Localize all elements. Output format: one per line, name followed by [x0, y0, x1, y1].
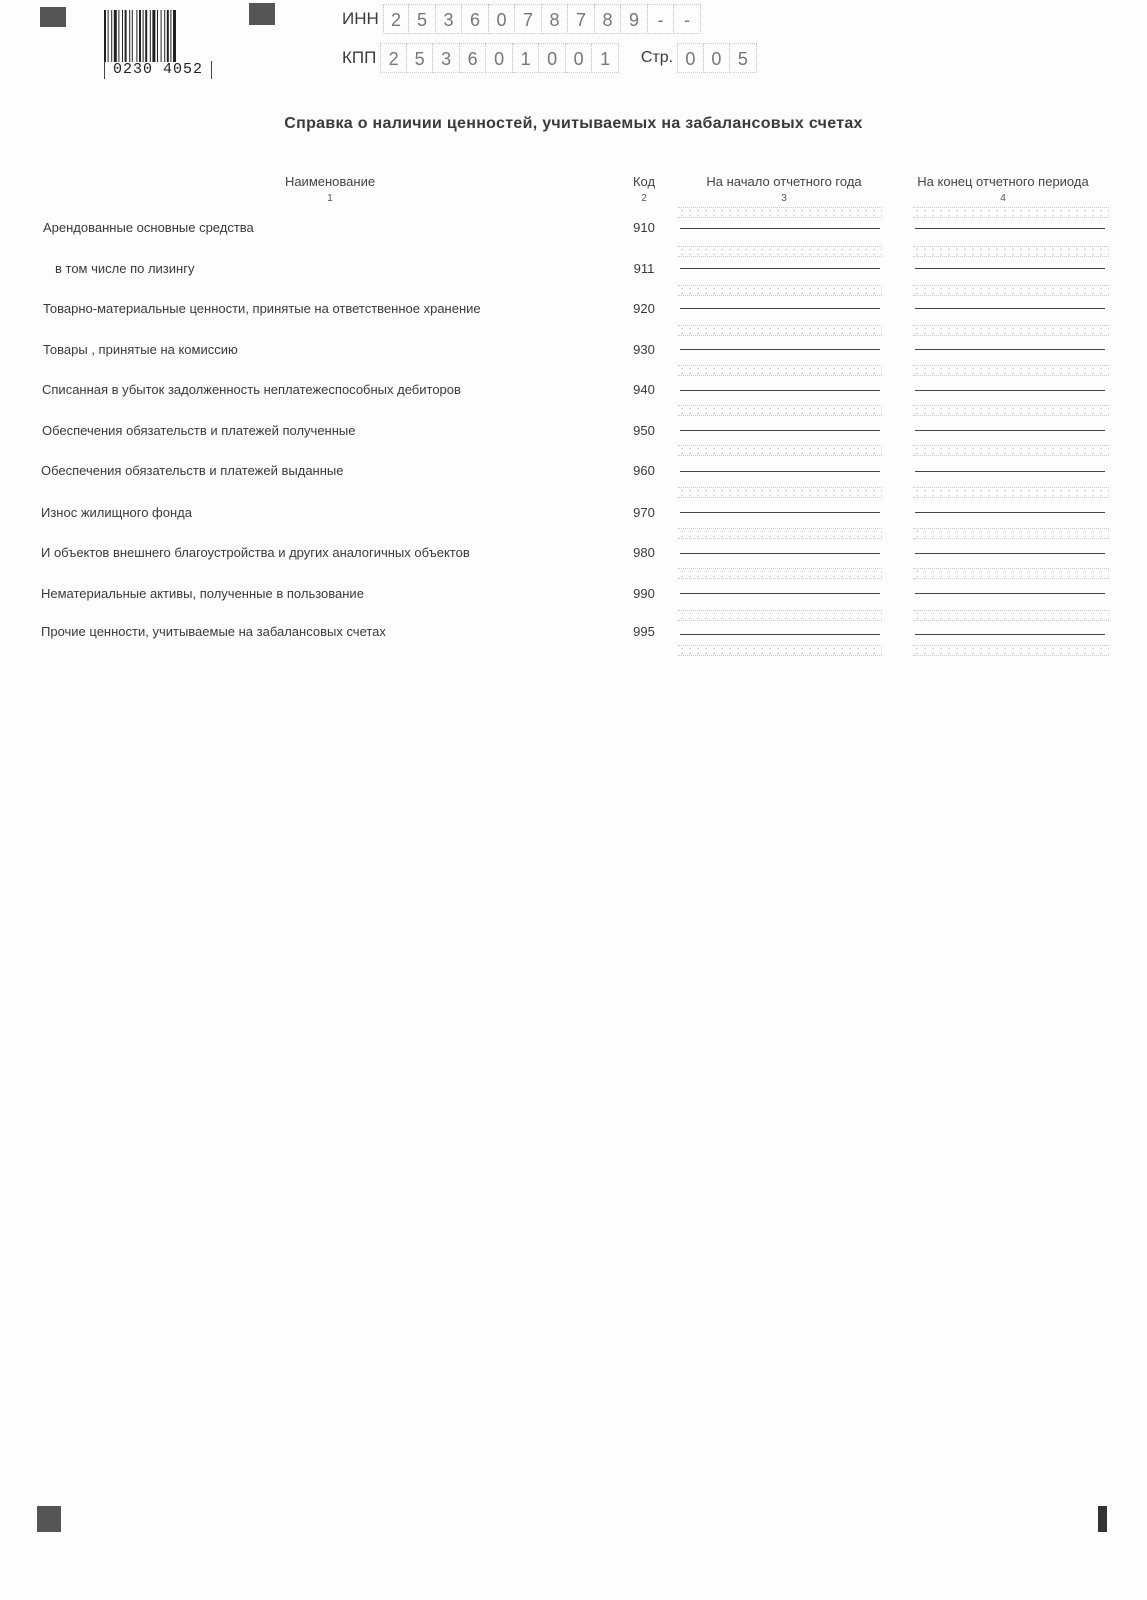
value-field-end[interactable] — [915, 634, 1105, 635]
form-title: Справка о наличии ценностей, учитываемых на забалансовых счетах — [284, 115, 863, 132]
value-field-start[interactable] — [680, 268, 880, 269]
row-name: И объектов внешнего благоустройства и других аналогичных объектов — [41, 545, 470, 560]
kpp-label: КПП — [342, 48, 377, 67]
dotted-entry-grid — [678, 528, 882, 539]
inn-cell: 2 — [383, 4, 410, 34]
column-header-start — [676, 174, 892, 204]
row-name: Товарно-материальные ценности, принятые на ответственное хранение — [43, 301, 481, 316]
barcode-bar — [139, 10, 141, 62]
row-code: 960 — [633, 463, 655, 478]
inn-cell: 0 — [489, 4, 516, 34]
inn-cell: 7 — [568, 4, 595, 34]
value-field-end[interactable] — [915, 268, 1105, 269]
inn-row — [342, 4, 701, 34]
column-header-name-label: Наименование — [284, 174, 376, 189]
value-field-end[interactable] — [915, 471, 1105, 472]
dotted-entry-grid — [913, 610, 1109, 621]
dotted-entry-grid — [913, 325, 1109, 336]
inn-cell: 7 — [515, 4, 542, 34]
row-code: 920 — [633, 301, 655, 316]
kpp-cells — [380, 43, 619, 73]
barcode-bar — [161, 10, 162, 62]
row-name: Обеспечения обязательств и платежей полученные — [42, 423, 356, 438]
column-header-end-num: 4 — [1000, 193, 1006, 204]
barcode-bar — [129, 10, 130, 62]
barcode-bar — [108, 10, 109, 62]
barcode-bar — [114, 10, 117, 62]
row-name: Списанная в убыток задолженность неплатежеспособных дебиторов — [42, 382, 461, 397]
value-field-start[interactable] — [680, 349, 880, 350]
dotted-entry-grid — [678, 610, 882, 621]
column-header-name-num: 1 — [327, 193, 333, 204]
barcode-bar — [170, 10, 171, 62]
kpp-cell: 0 — [566, 43, 593, 73]
kpp-cell: 6 — [460, 43, 487, 73]
barcode-bar — [132, 10, 133, 62]
registration-marker-top-left — [40, 7, 66, 27]
value-field-end[interactable] — [915, 593, 1105, 594]
value-field-end[interactable] — [915, 512, 1105, 513]
column-header-code-num: 2 — [641, 193, 647, 204]
value-field-start[interactable] — [680, 471, 880, 472]
barcode-bar — [104, 10, 106, 62]
barcode-bar — [145, 10, 147, 62]
value-field-start[interactable] — [680, 593, 880, 594]
kpp-cell: 0 — [486, 43, 513, 73]
value-field-end[interactable] — [915, 553, 1105, 554]
inn-label: ИНН — [342, 9, 379, 28]
row-code: 980 — [633, 545, 655, 560]
kpp-cell: 0 — [539, 43, 566, 73]
inn-cell: - — [674, 4, 701, 34]
dotted-entry-grid — [678, 365, 882, 376]
kpp-cell: 1 — [592, 43, 619, 73]
kpp-cell: 1 — [513, 43, 540, 73]
value-field-start[interactable] — [680, 390, 880, 391]
inn-cell: 6 — [462, 4, 489, 34]
dotted-entry-grid — [678, 285, 882, 296]
row-code: 970 — [633, 505, 655, 520]
barcode-bar — [167, 10, 169, 62]
inn-cell: 5 — [409, 4, 436, 34]
row-name: Товары , принятые на комиссию — [43, 342, 238, 357]
dotted-entry-grid — [913, 365, 1109, 376]
dotted-entry-grid — [678, 445, 882, 456]
barcode-bar — [118, 10, 119, 62]
column-header-code — [619, 174, 669, 204]
column-header-start-label: На начало отчетного года — [706, 174, 862, 189]
dotted-entry-grid — [678, 405, 882, 416]
kpp-cell: 2 — [380, 43, 407, 73]
row-code: 930 — [633, 342, 655, 357]
dotted-entry-grid — [678, 645, 882, 656]
dotted-entry-grid — [913, 207, 1109, 218]
barcode-bars — [104, 10, 212, 62]
column-header-code-label: Код — [632, 174, 656, 189]
registration-marker-bottom-right — [1098, 1506, 1107, 1532]
kpp-cell: 5 — [407, 43, 434, 73]
barcode-bar — [152, 10, 155, 62]
barcode-bar — [157, 10, 158, 62]
registration-marker-bottom-left — [37, 1506, 61, 1532]
row-name: Износ жилищного фонда — [41, 505, 192, 520]
row-code: 995 — [633, 624, 655, 639]
barcode-bar — [150, 10, 151, 62]
row-code: 950 — [633, 423, 655, 438]
barcode-bar — [173, 10, 176, 62]
page-cell: 0 — [704, 43, 731, 73]
value-field-start[interactable] — [680, 308, 880, 309]
dotted-entry-grid — [678, 487, 882, 498]
inn-cell: 9 — [621, 4, 648, 34]
value-field-end[interactable] — [915, 349, 1105, 350]
row-code: 911 — [633, 261, 655, 276]
inn-cells — [383, 4, 701, 34]
dotted-entry-grid — [913, 645, 1109, 656]
dotted-entry-grid — [913, 487, 1109, 498]
inn-cell: 8 — [595, 4, 622, 34]
page-cells — [677, 43, 757, 73]
row-name: Прочие ценности, учитываемые на забалансовых счетах — [41, 624, 386, 639]
barcode-bar — [143, 10, 144, 62]
value-field-start[interactable] — [680, 228, 880, 229]
dotted-entry-grid — [913, 246, 1109, 257]
dotted-entry-grid — [678, 207, 882, 218]
dotted-entry-grid — [678, 325, 882, 336]
value-field-end[interactable] — [915, 228, 1105, 229]
dotted-entry-grid — [678, 246, 882, 257]
inn-cell: - — [648, 4, 675, 34]
value-field-end[interactable] — [915, 430, 1105, 431]
barcode-bar — [136, 10, 137, 62]
row-name: Обеспечения обязательств и платежей выданные — [41, 463, 344, 478]
value-field-start[interactable] — [680, 430, 880, 431]
dotted-entry-grid — [678, 568, 882, 579]
registration-marker-top-center — [249, 3, 275, 25]
barcode-number: 0230 4052 — [104, 61, 212, 79]
column-header-end-label: На конец отчетного периода — [917, 174, 1089, 189]
row-code: 990 — [633, 586, 655, 601]
page-label: Стр. — [640, 49, 674, 66]
row-name: Нематериальные активы, полученные в пользование — [41, 586, 364, 601]
column-header-end — [897, 174, 1109, 204]
value-field-end[interactable] — [915, 390, 1105, 391]
value-field-start[interactable] — [680, 512, 880, 513]
row-name: Арендованные основные средства — [43, 220, 254, 235]
row-code: 910 — [633, 220, 655, 235]
dotted-entry-grid — [913, 528, 1109, 539]
dotted-entry-grid — [913, 405, 1109, 416]
dotted-entry-grid — [913, 445, 1109, 456]
barcode-bar — [122, 10, 123, 62]
value-field-end[interactable] — [915, 308, 1105, 309]
page-cell: 5 — [730, 43, 757, 73]
row-code: 940 — [633, 382, 655, 397]
column-header-name — [230, 174, 430, 204]
inn-cell: 3 — [436, 4, 463, 34]
kpp-cell: 3 — [433, 43, 460, 73]
value-field-start[interactable] — [680, 553, 880, 554]
dotted-entry-grid — [913, 285, 1109, 296]
inn-cell: 8 — [542, 4, 569, 34]
value-field-start[interactable] — [680, 634, 880, 635]
column-header-start-num: 3 — [781, 193, 787, 204]
kpp-row — [342, 43, 757, 73]
row-name: в том числе по лизингу — [55, 261, 195, 276]
barcode — [104, 10, 212, 78]
barcode-bar — [111, 10, 112, 62]
barcode-bar — [125, 10, 127, 62]
page-cell: 0 — [677, 43, 704, 73]
barcode-bar — [164, 10, 165, 62]
dotted-entry-grid — [913, 568, 1109, 579]
